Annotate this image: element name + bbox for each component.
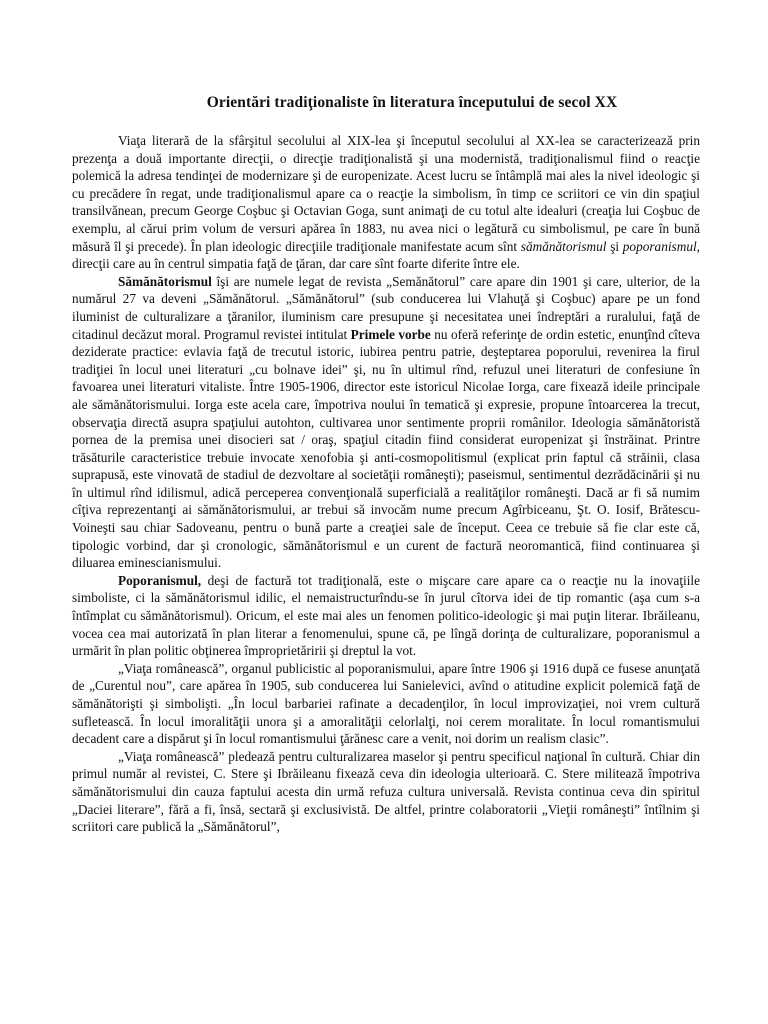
paragraph: [72, 273, 700, 572]
bold-term: Sămănătorismul: [118, 273, 212, 289]
text-run: deşi de factură tot tradiţională, este o mişcare care apare ca o reacţie nu la inovaţiile simboliste, ci la sămănătorismul idilic, el nemaistructurîndu-se în jurul cîtorva idei de tip romantic (aşa cum s-a întîmplat cu sămănătorismul). Oricum, el este mai ales un fenomen politico-ideologic şi mai puţin literar. Ibrăileanu, vocea cea mai autorizată în plan literar a fenomenului, spune că, pe lîngă dorinţa de culturalizare, poporanismul a urmărit în plan politic obţinerea împroprietăririi şi dreptul la vot.: [72, 572, 700, 659]
document-body: [72, 132, 700, 836]
paragraph: [72, 748, 700, 836]
text-run: Viaţa literară de la sfârşitul secolului al XIX-lea şi începutul secolului al XX-lea se caracterizează prin prezenţa a două importante direcţii, o direcţie tradiţionalistă şi una modernistă, tradiţionalismul fiind o reacţie polemică la adresa tendinţei de modernizare şi de europenizate. Acest lucru se întâmplă mai ales la nivel ideologic şi cu precădere în regat, unde tradiţionalismul apare ca o reacţie la simbolism, în timp ce scriitori ce vin din spaţiul transilvănean, precum George Coşbuc şi Octavian Goga, sunt animaţi de cu totul alte idealuri (creaţia lui Coşbuc de exemplu, al cărui prim volum de versuri apărea în 1883, nu avea nici o legătură cu simbolismul, pe care în bună măsură îl şi precede). În plan ideologic direcţiile tradiţionale manifestate acum sînt: [72, 133, 700, 254]
text-run: şi: [606, 238, 623, 254]
text-run: „Viaţa românească” pledează pentru culturalizarea maselor şi pentru specificul naţional în cultură. Chiar din primul număr al revistei, C. Stere şi Ibrăileanu fixează ceva din ideologia ulterioară. C. Stere militează împotriva sămănătorismului din cauza faptului acesta din urmă refuza cultura universală. Revista continua ceva din spiritul „Daciei literare”, fără a fi, însă, sectară şi exclusivistă. De altfel, printre colaboratorii „Vieţii româneşti” întîlnim şi scriitori care publică la „Sămănătorul”,: [72, 748, 700, 835]
paragraph: [72, 132, 700, 273]
text-run: îşi are numele legat de revista „Semănătorul” care apare din 1901 şi care, ulterior, de la numărul 27 va deveni „Sămănătorul. „Sămănătorul” (sub conducerea lui Vlahuţă şi Coşbuc) apare pe un fond iluminist de culturalizare a ţăranilor, iluminism care presupune şi necesitatea unei îndreptări a ruralului, faţă de citadinul decăzut moral. Programul revistei intitulat: [72, 273, 700, 342]
page-title: Orientări tradiţionaliste în literatura începutului de secol XX: [206, 94, 618, 111]
paragraph: [72, 660, 700, 748]
italic-term: poporanismul: [622, 238, 697, 254]
text-run: , direcţii care au în centrul simpatia faţă de ţăran, dar care sînt foarte diferite între ele.: [72, 238, 700, 272]
paragraph: [72, 572, 700, 660]
bold-term: Primele vorbe: [350, 326, 431, 342]
text-run: „Viaţa românească”, organul publicistic al poporanismului, apare între 1906 şi 1916 după ce fusese anunţată de „Curentul nou”, care apărea în 1905, sub conducerea lui Sanielevici, avînd o atitudine explicit polemică faţă de sămănătorişti şi simbolişti. „În locul barbariei rafinate a decadenţilor, în locul improvizaţiei, noi vrem cultură sufletească. În locul imoralităţii unora şi a amoralităţii celorlalţi, noi cerem moralitate. În locul romantismului decadent care a dispărut şi în locul romantismului ţărănesc care a venit, noi dorim un realism clasic”.: [72, 660, 700, 747]
text-run: nu oferă referinţe de ordin estetic, enunţînd cîteva deziderate practice: evlavia faţă de trecutul istoric, iubirea pentru patrie, deşteptarea poporului, revenirea la firul tradiţiei în locul unei literaturi „cu bolnave idei” şi, nu în ultimul rînd, refuzul unei literaturi de confesiune în favoarea unei literaturi vitaliste. Între 1905-1906, director este istoricul Nicolae Iorga, care fixează ideile principale ale sămănătorismului. Iorga este acela care, împotriva noului în tematică şi expresie, propune întoarcerea la trecut, observaţia directă asupra spaţiului autohton, cultivarea unor sentimente proprii românilor. Ideologia sămănătoristă pornea de la premisa unei disocieri sat / oraş, spaţiul citadin fiind considerat europenizat şi înstrăinat. Printre trăsăturile caracteristice trebuie invocate xenofobia şi anti-cosmopolitismul (explicat prin faptul că străinii, clasa suprapusă, este vinovată de stadiul de dezvoltare al societăţii româneşti); paseismul, sentimentul dezrădăcinării şi nu în ultimul rînd idilismul, adică perceperea convenţională superficială a realităţilor româneşti. Dacă ar fi să numim cîţiva reprezentanţi ai sămănătorismului, ar trebui să invocăm nume precum Agîrbiceanu, Şt. O. Iosif, Brătescu-Voineşti sau chiar Sadoveanu, pentru o bună parte a creaţiei sale de început. Ceea ce trebuie să fie clar este că, tipologic vorbind, dar şi cronologic, sămănătorismul e un curent de factură neoromantică, fiind continuarea şi diluarea eminescianismului.: [72, 326, 701, 571]
italic-term: sămănătorismul: [520, 238, 607, 254]
bold-term: Poporanismul,: [118, 572, 202, 588]
